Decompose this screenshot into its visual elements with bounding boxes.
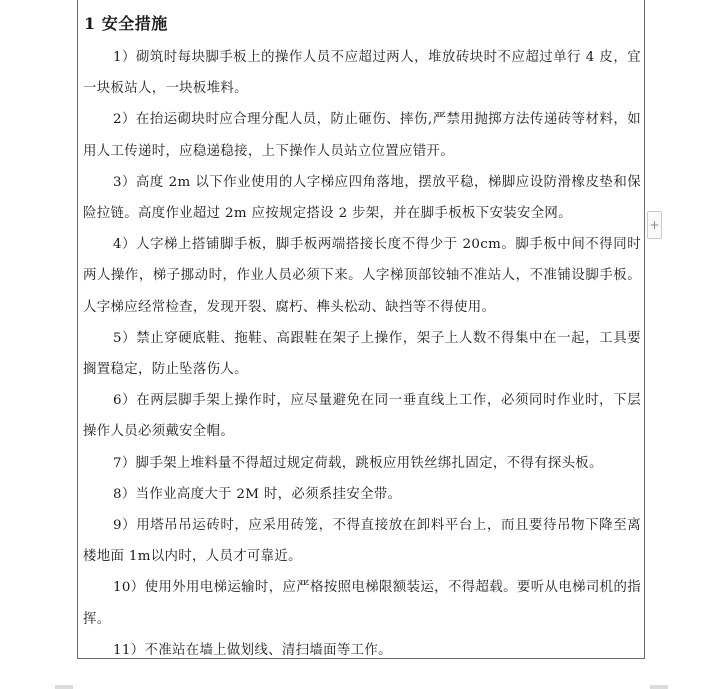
add-row-handle-icon[interactable]: +: [647, 211, 662, 239]
paragraph-5: 5）禁止穿硬底鞋、拖鞋、高跟鞋在架子上操作，架子上人数不得集中在一起，工具要搁置稳定，防止坠落伤人。: [83, 330, 641, 378]
paragraph-1: 1）砌筑时每块脚手板上的操作人员不应超过两人，堆放砖块时不应超过单行 4 皮，宜一块板站人，一块板堆料。: [83, 50, 641, 97]
document-body: [83, 42, 641, 666]
page-corner-marker-left: [55, 685, 73, 689]
paragraph-9: 9）用塔吊吊运砖时，应采用砖笼，不得直接放在卸料平台上，而且要待吊物下降至离楼地面 1m以内时，人员才可靠近。: [83, 518, 641, 565]
paragraph-8: 8）当作业高度大于 2M 时，必须系挂安全带。: [113, 486, 402, 502]
page-corner-marker-right: [650, 685, 668, 689]
paragraph-10: 10）使用外用电梯运输时，应严格按照电梯限额装运，不得超载。要听从电梯司机的指挥。: [83, 580, 641, 627]
paragraph-2: 2）在抬运砌块时应合理分配人员，防止砸伤、摔伤,严禁用抛掷方法传递砖等材料，如用人工传递时，应稳递稳接，上下操作人员站立位置应错开。: [83, 112, 641, 159]
paragraph-11: 11）不准站在墙上做划线、清扫墙面等工作。: [113, 642, 392, 658]
paragraph-4: 4）人字梯上搭铺脚手板，脚手板两端搭接长度不得少于 20cm。脚手板中间不得同时两人操作，梯子挪动时，作业人员必须下来。人字梯顶部铰轴不准站人，不准铺设脚手板。人字梯应经常检查，发现开裂、腐朽、榫头松动、缺挡等不得使用。: [83, 237, 641, 315]
paragraph-6: 6）在两层脚手架上操作时，应尽量避免在同一垂直线上工作，必须同时作业时，下层操作人员必须戴安全帽。: [83, 393, 641, 440]
paragraph-3: 3）高度 2m 以下作业使用的人字梯应四角落地，摆放平稳，梯脚应设防滑橡皮垫和保险拉链。高度作业超过 2m 应按规定搭设 2 步架，并在脚手板板下安装安全网。: [83, 174, 641, 222]
paragraph-7: 7）脚手架上堆料量不得超过规定荷载，跳板应用铁丝绑扎固定，不得有探头板。: [113, 455, 603, 471]
section-title: 1 安全措施: [84, 14, 168, 33]
document-page: [77, 0, 645, 659]
